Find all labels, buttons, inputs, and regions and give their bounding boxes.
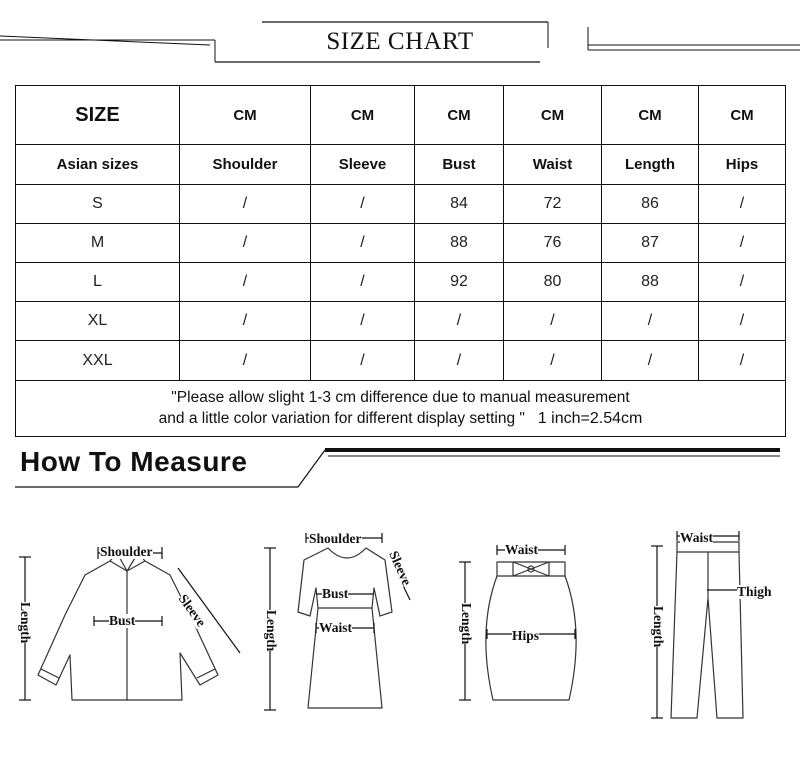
table-cell: 86 — [602, 184, 699, 223]
note-line-2 — [16, 408, 785, 429]
pants-waist-label: Waist — [680, 530, 714, 545]
note-cell — [16, 380, 786, 436]
table-row — [16, 184, 786, 223]
note-line-2-text: and a little color variation for different display setting " — [158, 410, 525, 428]
table-cell: / — [180, 223, 311, 262]
column-header: Length — [602, 145, 699, 184]
table-cell: 72 — [504, 184, 602, 223]
dress-shoulder-label: Shoulder — [309, 531, 362, 546]
table-cell: 80 — [504, 262, 602, 301]
skirt-outline-icon — [455, 540, 595, 710]
pants-length-label: Length — [651, 606, 666, 648]
size-header-cell: SIZE — [16, 86, 180, 145]
table-cell: / — [415, 302, 504, 341]
table-cell: / — [602, 341, 699, 380]
title-banner — [0, 0, 800, 80]
table-cell: L — [16, 262, 180, 301]
note-row — [16, 380, 786, 436]
table-cell: XXL — [16, 341, 180, 380]
unit-cell: CM — [415, 86, 504, 145]
table-row — [16, 341, 786, 380]
table-cell: / — [699, 302, 786, 341]
note-line-1: "Please allow slight 1-3 cm difference due to manual measurement — [171, 389, 630, 407]
table-cell: / — [180, 341, 311, 380]
table-cell: / — [699, 184, 786, 223]
shirt-shoulder-label: Shoulder — [100, 544, 153, 559]
table-cell: M — [16, 223, 180, 262]
table-cell: S — [16, 184, 180, 223]
table-cell: / — [180, 262, 311, 301]
column-header: Sleeve — [311, 145, 415, 184]
unit-cell: CM — [180, 86, 311, 145]
table-cell: 88 — [415, 223, 504, 262]
table-cell: / — [504, 341, 602, 380]
table-row — [16, 262, 786, 301]
skirt-hips-label: Hips — [512, 628, 540, 643]
how-to-measure-title: How To Measure — [20, 446, 248, 477]
table-cell: / — [699, 223, 786, 262]
dress-waist-label: Waist — [319, 620, 353, 635]
table-cell: 84 — [415, 184, 504, 223]
unit-row — [16, 86, 786, 145]
unit-cell: CM — [311, 86, 415, 145]
unit-cell: CM — [699, 86, 786, 145]
table-cell: / — [180, 302, 311, 341]
skirt-waist-label: Waist — [505, 542, 539, 557]
unit-cell: CM — [602, 86, 699, 145]
skirt-length-label: Length — [459, 603, 474, 645]
pants-thigh-label: Thigh — [737, 584, 772, 599]
inch-conversion: 1 inch=2.54cm — [537, 410, 643, 428]
unit-cell: CM — [504, 86, 602, 145]
shirt-sleeve-label: Sleeve — [175, 591, 209, 630]
table-cell: / — [311, 302, 415, 341]
column-header-row — [16, 145, 786, 184]
table-cell: / — [311, 223, 415, 262]
table-cell: / — [699, 341, 786, 380]
table-cell: 92 — [415, 262, 504, 301]
pants-outline-icon — [645, 528, 795, 728]
shirt-outline-icon — [10, 535, 250, 735]
page-title: SIZE CHART — [326, 28, 474, 55]
table-cell: 88 — [602, 262, 699, 301]
table-cell: XL — [16, 302, 180, 341]
shirt-length-label: Length — [18, 602, 33, 644]
column-header: Asian sizes — [16, 145, 180, 184]
table-cell: / — [311, 262, 415, 301]
table-cell: / — [415, 341, 504, 380]
shirt-bust-label: Bust — [109, 613, 136, 628]
column-header: Hips — [699, 145, 786, 184]
dress-bust-label: Bust — [322, 586, 349, 601]
table-cell: 87 — [602, 223, 699, 262]
table-cell: / — [504, 302, 602, 341]
dress-sleeve-label: Sleeve — [386, 548, 415, 588]
column-header: Waist — [504, 145, 602, 184]
table-cell: / — [180, 184, 311, 223]
table-row — [16, 302, 786, 341]
column-header: Shoulder — [180, 145, 311, 184]
dress-length-label: Length — [264, 610, 279, 652]
table-row — [16, 223, 786, 262]
table-cell: / — [602, 302, 699, 341]
table-cell: / — [699, 262, 786, 301]
table-cell: 76 — [504, 223, 602, 262]
size-table — [15, 85, 786, 437]
column-header: Bust — [415, 145, 504, 184]
table-cell: / — [311, 341, 415, 380]
table-cell: / — [311, 184, 415, 223]
